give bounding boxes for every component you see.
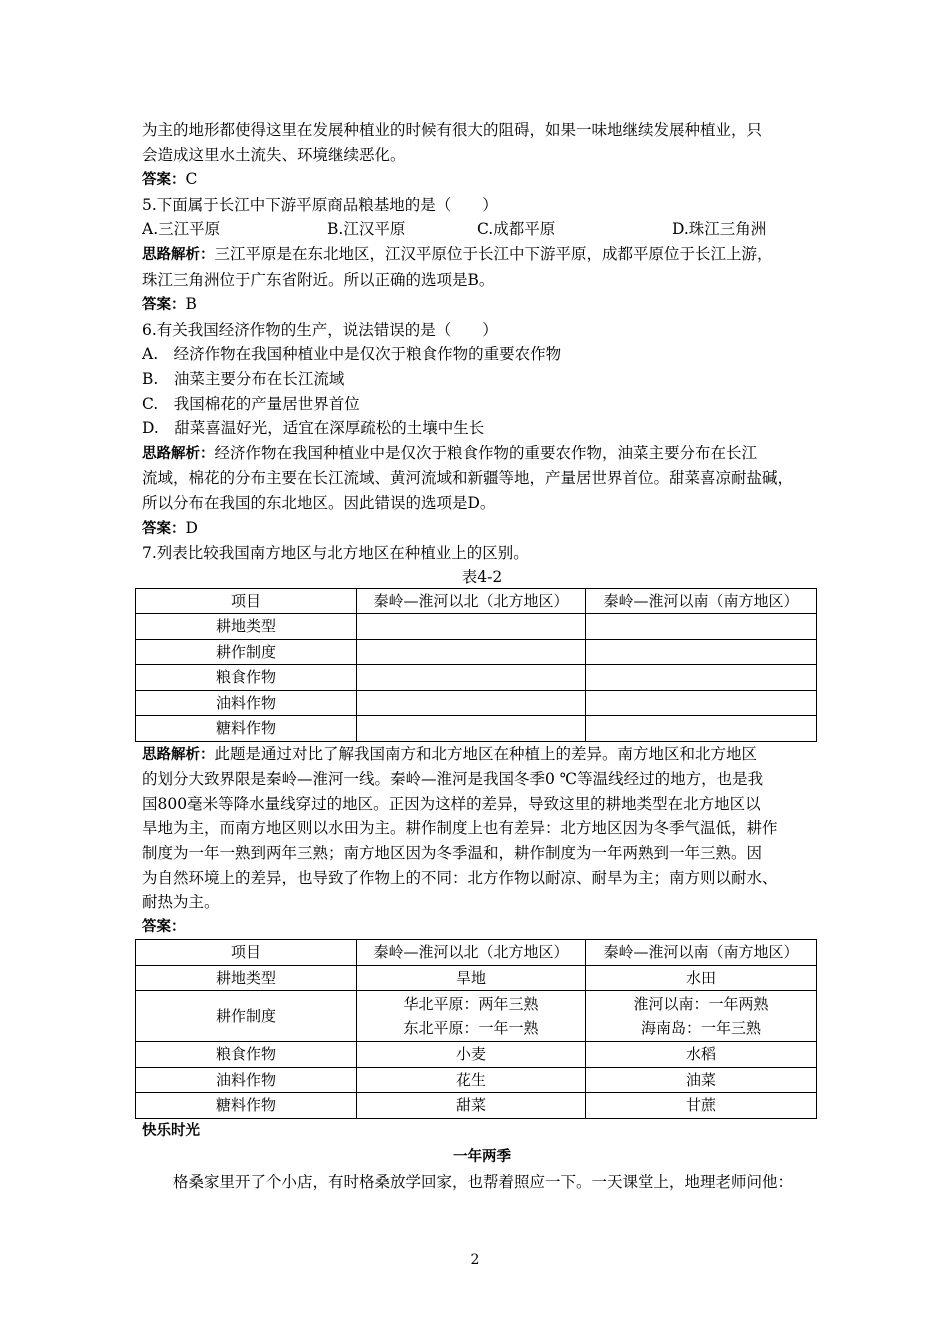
- north-cell: 花生: [357, 1067, 586, 1093]
- table-caption: 表4-2: [461, 567, 503, 586]
- cell-line: 淮河以南：一年两熟: [633, 994, 769, 1013]
- analysis-text: 此题是通过对比了解我国南方和北方地区在种植上的差异。南方地区和北方地区: [214, 744, 758, 763]
- blank-cell: [357, 665, 586, 691]
- row-label: 糖料作物: [136, 716, 357, 742]
- south-cell: 甘蔗: [586, 1093, 817, 1119]
- row-label: 油料作物: [136, 1067, 357, 1093]
- header-cell: 项目: [136, 588, 357, 614]
- header-cell: 秦岭—淮河以南（南方地区）: [586, 588, 817, 614]
- cell-line: 东北平原：一年一熟: [403, 1019, 539, 1038]
- answer-label: 答案：: [142, 297, 186, 314]
- north-cell: 旱地: [357, 965, 586, 991]
- blank-cell: [586, 639, 817, 665]
- document-page: [142, 118, 822, 1194]
- page-number: 2: [470, 1252, 480, 1268]
- blank-cell: [586, 716, 817, 742]
- analysis-label: 思路解析：: [142, 246, 215, 263]
- row-label: 耕作制度: [136, 991, 357, 1042]
- analysis-line: 国800毫米等降水量线穿过的地区。正因为这样的差异，导致这里的耕地类型在北方地区以: [142, 794, 761, 813]
- header-cell: 秦岭—淮河以北（北方地区）: [357, 588, 586, 614]
- analysis-line: 耐热为主。: [142, 893, 220, 912]
- analysis-line: 制度为一年一熟到两年三熟；南方地区因为冬季温和，耕作制度为一年两熟到一年三熟。因: [142, 844, 763, 863]
- row-label: 糖料作物: [136, 1093, 357, 1119]
- analysis-text: 三江平原是在东北地区，江汉平原位于长江中下游平原，成都平原位于长江上游，: [214, 244, 773, 263]
- blank-cell: [357, 614, 586, 640]
- cell-line: 华北平原：两年三熟: [403, 994, 539, 1013]
- question-5-options: [142, 217, 822, 242]
- option-c: C. 我国棉花的产量居世界首位: [142, 394, 360, 413]
- table-row: [136, 1042, 817, 1068]
- analysis-line: 所以分布在我国的东北地区。因此错误的选项是D。: [142, 493, 496, 512]
- row-label: 耕地类型: [136, 614, 357, 640]
- answer-label: 答案：: [142, 520, 186, 537]
- analysis-line: 的划分大致界限是秦岭—淮河一线。秦岭—淮河是我国冬季0 ℃等温线经过的地方，也是我: [142, 770, 764, 789]
- section-heading: 快乐时光: [142, 1122, 200, 1139]
- header-cell: 项目: [136, 940, 357, 966]
- blank-cell: [357, 716, 586, 742]
- analysis-line: [142, 242, 822, 268]
- table-row: [136, 965, 817, 991]
- answer-line: [142, 167, 822, 193]
- header-cell: 秦岭—淮河以北（北方地区）: [357, 940, 586, 966]
- analysis-line: 旱地为主，而南方地区则以水田为主。耕作制度上也有差异：北方地区因为冬季气温低，耕作: [142, 819, 778, 838]
- answer-value: B: [185, 295, 197, 314]
- answer-value: C: [185, 170, 198, 189]
- north-cell: [357, 991, 586, 1042]
- question-7: 7.列表比较我国南方地区与北方地区在种植业上的区别。: [142, 544, 529, 563]
- analysis-line: 珠江三角洲位于广东省附近。所以正确的选项是B。: [142, 270, 495, 289]
- blank-comparison-table: [135, 588, 817, 742]
- blank-cell: [357, 690, 586, 716]
- table-header-row: [136, 588, 817, 614]
- analysis-line: [142, 742, 822, 768]
- south-cell: [586, 991, 817, 1042]
- option-b: B.江汉平原: [327, 220, 406, 239]
- south-cell: 水田: [586, 965, 817, 991]
- blank-cell: [357, 639, 586, 665]
- answer-line: [142, 516, 822, 542]
- blank-cell: [586, 614, 817, 640]
- intro-line: 会造成这里水土流失、环境继续恶化。: [142, 145, 406, 164]
- analysis-label: 思路解析：: [142, 445, 215, 462]
- story-title: 一年两季: [453, 1148, 511, 1165]
- intro-line: 为主的地形都使得这里在发展种植业的时候有很大的阻碍，如果一味地继续发展种植业，只: [142, 121, 763, 139]
- north-cell: 甜菜: [357, 1093, 586, 1119]
- blank-cell: [586, 690, 817, 716]
- table-row: [136, 991, 817, 1042]
- option-d: D. 甜菜喜温好光，适宜在深厚疏松的土壤中生长: [142, 419, 485, 438]
- analysis-line: 为自然环境上的差异，也导致了作物上的不同：北方作物以耐凉、耐旱为主；南方则以耐水、: [142, 868, 778, 887]
- story-paragraph: 格桑家里开了个小店，有时格桑放学回家，也帮着照应一下。一天课堂上，地理老师问他：: [173, 1172, 794, 1191]
- cell-line: 海南岛：一年三熟: [640, 1019, 761, 1038]
- table-header-row: [136, 940, 817, 966]
- answer-line: [142, 292, 822, 318]
- south-cell: 油菜: [586, 1067, 817, 1093]
- option-d: D.珠江三角洲: [672, 220, 767, 239]
- option-a: A. 经济作物在我国种植业中是仅次于粮食作物的重要农作物: [142, 345, 562, 364]
- row-label: 油料作物: [136, 690, 357, 716]
- table-row: [136, 690, 817, 716]
- row-label: 粮食作物: [136, 1042, 357, 1068]
- row-label: 耕作制度: [136, 639, 357, 665]
- question-6: 6.有关我国经济作物的生产，说法错误的是（ ）: [142, 320, 498, 339]
- header-cell: 秦岭—淮河以南（南方地区）: [586, 940, 817, 966]
- row-label: 耕地类型: [136, 965, 357, 991]
- option-c: C.成都平原: [477, 220, 556, 239]
- table-row: [136, 1067, 817, 1093]
- north-cell: 小麦: [357, 1042, 586, 1068]
- answer-label: 答案：: [142, 918, 186, 935]
- row-label: 粮食作物: [136, 665, 357, 691]
- table-row: [136, 639, 817, 665]
- table-row: [136, 665, 817, 691]
- question-5: 5.下面属于长江中下游平原商品粮基地的是（ ）: [142, 195, 498, 214]
- table-row: [136, 716, 817, 742]
- answer-value: D: [185, 518, 198, 537]
- south-cell: 水稻: [586, 1042, 817, 1068]
- blank-cell: [586, 665, 817, 691]
- analysis-label: 思路解析：: [142, 746, 215, 763]
- option-b: B. 油菜主要分布在长江流域: [142, 369, 345, 388]
- analysis-text: 经济作物在我国种植业中是仅次于粮食作物的重要农作物，油菜主要分布在长江: [214, 443, 758, 462]
- table-row: [136, 614, 817, 640]
- option-a: A.三江平原: [142, 220, 221, 239]
- answer-label: 答案：: [142, 172, 186, 189]
- analysis-line: [142, 441, 822, 467]
- analysis-line: 流域，棉花的分布主要在长江流域、黄河流域和新疆等地，产量居世界首位。甜菜喜凉耐盐碱，: [142, 469, 794, 488]
- answer-comparison-table: [135, 939, 817, 1119]
- table-row: [136, 1093, 817, 1119]
